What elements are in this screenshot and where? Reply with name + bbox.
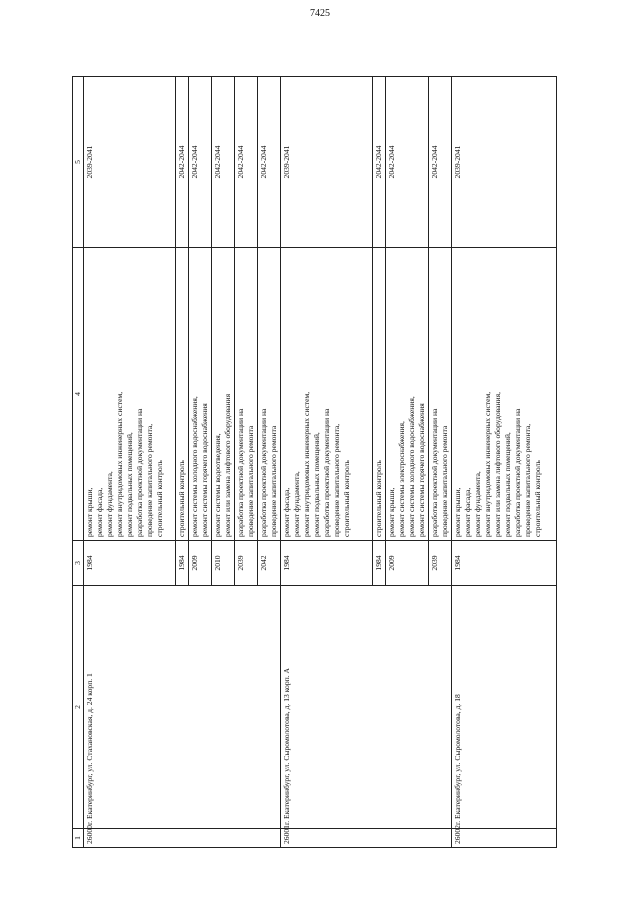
- work-line: ремонт подвальных помещений,: [312, 432, 321, 537]
- year-cell: 1984: [84, 541, 176, 586]
- works-cell: [212, 248, 235, 541]
- year-cell: 2009: [189, 541, 212, 586]
- year-cell: 2039: [235, 541, 258, 586]
- period-cell: 2039-2041: [281, 77, 373, 248]
- work-line: ремонт фасада,: [282, 487, 291, 537]
- period-cell: 2042-2044: [258, 77, 281, 248]
- work-line: проведение капитального ремонта: [246, 425, 255, 537]
- year-cell: 1984: [281, 541, 373, 586]
- table-row: [281, 77, 373, 848]
- works-cell: [258, 248, 281, 541]
- works-cell: [429, 248, 452, 541]
- year-cell: 1984: [373, 541, 386, 586]
- year-cell: 2010: [212, 541, 235, 586]
- page-number: 7425: [310, 8, 330, 19]
- period-cell: 2042-2044: [429, 77, 452, 248]
- period-cell: 2042-2044: [176, 77, 189, 248]
- row-number: 26002.: [452, 829, 557, 848]
- works-cell: [189, 248, 212, 541]
- year-cell: 2039: [429, 541, 452, 586]
- header-col-1: 1: [73, 829, 84, 848]
- work-line: ремонт или замена лифтового оборудования: [223, 393, 232, 537]
- period-cell: 2042-2044: [189, 77, 212, 248]
- work-line: разработка проектной документации на: [513, 408, 522, 537]
- works-cell: [235, 248, 258, 541]
- work-line: ремонт внутридомовых инженерных систем,: [115, 391, 124, 537]
- table-row: [84, 77, 176, 848]
- period-cell: 2042-2044: [373, 77, 386, 248]
- work-line: ремонт системы горячего водоснабжения: [200, 403, 209, 537]
- work-line: ремонт системы горячего водоснабжения: [417, 403, 426, 537]
- works-cell: [281, 248, 373, 541]
- period-cell: 2042-2044: [212, 77, 235, 248]
- work-line: проведение капитального ремонта,: [332, 423, 341, 537]
- work-line: разработка проектной документации на: [236, 408, 245, 537]
- header-col-4: 4: [73, 248, 84, 541]
- period-cell: 2039-2041: [84, 77, 176, 248]
- work-line: ремонт системы водоотведения,: [213, 433, 222, 537]
- work-line: разработка проектной документации на: [430, 408, 439, 537]
- work-line: проведение капитального ремонта,: [145, 423, 154, 537]
- work-line: ремонт фундамента,: [473, 471, 482, 537]
- work-line: ремонт фундамента,: [105, 471, 114, 537]
- works-cell: [84, 248, 176, 541]
- period-cell: 2042-2044: [235, 77, 258, 248]
- works-cell: [452, 248, 557, 541]
- row-number: 26000.: [84, 829, 281, 848]
- row-number: 26001.: [281, 829, 452, 848]
- year-cell: 2042: [258, 541, 281, 586]
- work-line: разработка проектной документации на: [322, 408, 331, 537]
- year-cell: 2009: [386, 541, 429, 586]
- header-col-5: 5: [73, 77, 84, 248]
- work-line: ремонт фасада,: [95, 487, 104, 537]
- work-line: разработка проектной документации на: [259, 408, 268, 537]
- work-line: разработка проектной документации на: [135, 408, 144, 537]
- work-line: ремонт фундамента,: [292, 471, 301, 537]
- building-address: г. Екатеринбург, ул. Сыромолотова, д. 13 корп. А: [281, 586, 452, 829]
- year-cell: 1984: [452, 541, 557, 586]
- work-line: строительный контроль: [177, 460, 186, 537]
- period-cell: 2039-2041: [452, 77, 557, 248]
- work-line: проведение капитального ремонта,: [523, 423, 532, 537]
- works-cell: [386, 248, 429, 541]
- header-col-2: 2: [73, 586, 84, 829]
- building-address: г. Екатеринбург, ул. Стахановская, д. 24 корп. 1: [84, 586, 281, 829]
- work-line: ремонт системы холодного водоснабжения,: [190, 396, 199, 537]
- work-line: строительный контроль: [533, 460, 542, 537]
- work-line: ремонт или замена лифтового оборудования,: [493, 392, 502, 537]
- work-line: строительный контроль: [374, 460, 383, 537]
- work-line: ремонт фасада,: [463, 487, 472, 537]
- work-line: проведение капитального ремонта: [269, 425, 278, 537]
- period-cell: 2042-2044: [386, 77, 429, 248]
- work-line: ремонт крыши,: [387, 487, 396, 537]
- work-line: ремонт подвальных помещений,: [503, 432, 512, 537]
- work-line: ремонт крыши,: [453, 487, 462, 537]
- work-line: проведение капитального ремонта: [440, 425, 449, 537]
- work-line: строительный контроль: [342, 460, 351, 537]
- works-cell: [373, 248, 386, 541]
- work-line: строительный контроль: [155, 460, 164, 537]
- year-cell: 1984: [176, 541, 189, 586]
- work-line: ремонт системы холодного водоснабжения,: [407, 396, 416, 537]
- rotated-sheet: [72, 82, 602, 848]
- header-col-3: 3: [73, 541, 84, 586]
- header-row: [73, 77, 84, 848]
- works-cell: [176, 248, 189, 541]
- table-body: [84, 77, 557, 848]
- work-line: ремонт внутридомовых инженерных систем,: [483, 391, 492, 537]
- work-line: ремонт крыши,: [85, 487, 94, 537]
- work-line: ремонт системы электроснабжения,: [397, 421, 406, 537]
- table-row: [452, 77, 557, 848]
- work-line: ремонт внутридомовых инженерных систем,: [302, 391, 311, 537]
- work-line: ремонт подвальных помещений,: [125, 432, 134, 537]
- building-address: г. Екатеринбург, ул. Сыромолотова, д. 18: [452, 586, 557, 829]
- repair-schedule-table: [72, 76, 557, 848]
